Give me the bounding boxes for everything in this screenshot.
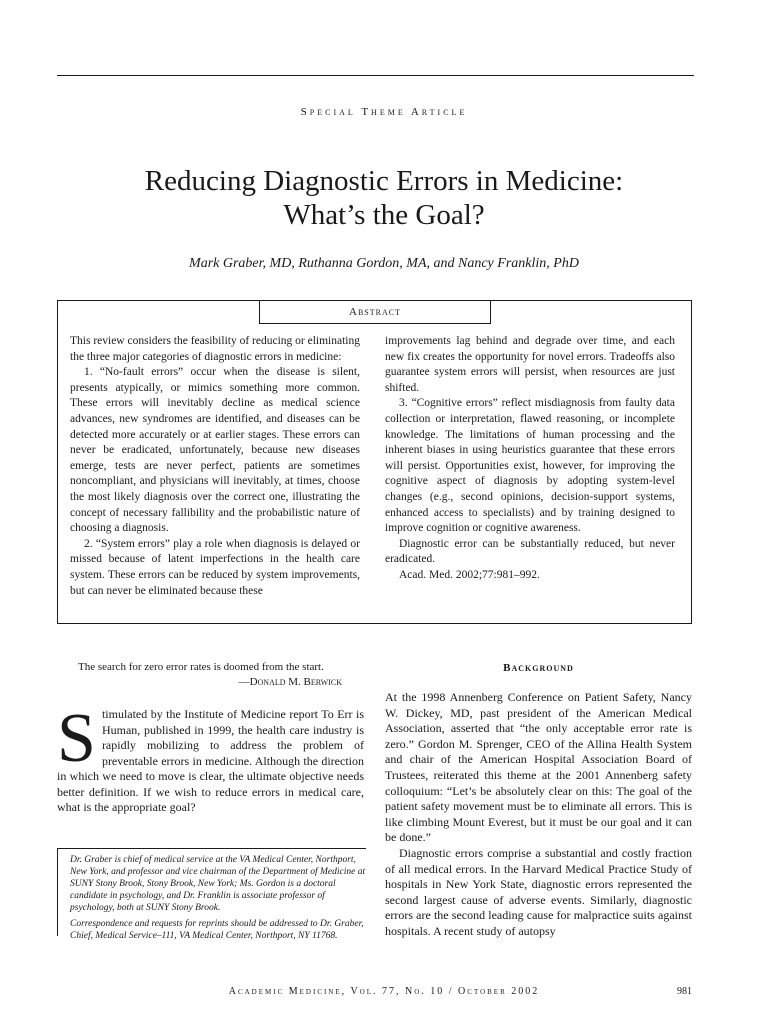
abstract-paragraph: improvements lag behind and degrade over time, and each new fix creates the opportunity for novel errors. Tradeoffs also guarantee system errors will persist, when resources are just shifted. [385, 335, 675, 394]
intro-paragraph [57, 700, 364, 816]
epigraph [70, 660, 342, 690]
epigraph-source: —Donald M. Berwick [238, 676, 342, 688]
intro-text: timulated by the Institute of Medicine report To Err is Human, published in 1999, the health care industry is rapidly mobilizing to address the problem of preventable errors in medicine. Although the direction in which we need to move is clear, the ultimate objective needs better definition. If we wish to reduce errors in medical care, what is the appropriate goal? [57, 707, 364, 814]
epigraph-quote: The search for zero error rates is doomed from the start. [78, 661, 324, 673]
abstract-paragraph: 2. “System errors” play a role when diagnosis is delayed or missed because of latent imperfections in the health care system. These errors can be reduced by system improvements, but can never be eliminated because these [70, 537, 360, 597]
journal-footer: Academic Medicine, Vol. 77, No. 10 / October 2002 [228, 986, 540, 997]
citation: Acad. Med. 2002;77:981–992. [399, 568, 540, 581]
article-title [0, 164, 768, 232]
abstract-right-column [385, 334, 675, 584]
top-rule [57, 75, 694, 76]
abstract-paragraph: This review considers the feasibility of reducing or eliminating the three major categories of diagnostic errors in medicine: [70, 335, 360, 363]
background-heading: Background [503, 662, 574, 674]
authors: Mark Graber, MD, Ruthanna Gordon, MA, and Nancy Franklin, PhD [189, 256, 579, 271]
abstract-paragraph: 1. “No-fault errors” occur when the disease is silent, presents atypically, or mimics something more common. These errors will inevitably decline as medical science advances, new syndromes are identified, and diseases can be detected more accurately or at earlier stages. These errors can never be eradicated, unfortunately, because new diseases emerge, tests are never perfect, patients are sometimes noncompliant, and physicians will inevitably, at times, choose the most likely diagnosis over the correct one, illustrating the concept of necessary fallibility and the probabilistic nature of choosing a diagnosis. [70, 366, 360, 535]
title-line-1: Reducing Diagnostic Errors in Medicine: [144, 165, 624, 197]
abstract-label: Abstract [259, 300, 491, 324]
background-paragraph: At the 1998 Annenberg Conference on Patient Safety, Nancy W. Dickey, MD, past president of the American Medical Association, asserted that “the only acceptable error rate is zero.” Gordon M. Sprenger, CEO of the Allina Health System and chair of the American Hospital Association Board of Trustees, reiterated this theme at the 2001 Annenberg safety colloquium: “Let’s be absolutely clear on this: The goal of the patient safety movement must be to eliminate all errors. This is like climbing Mount Everest, but it must be our goal and it can be done.” [385, 690, 692, 845]
correspondence-note: Correspondence and requests for reprints should be addressed to Dr. Graber, Chief, Medical Service–111, VA Medical Center, Northport, NY 11768. [70, 919, 364, 941]
background-paragraph: Diagnostic errors comprise a substantial and costly fraction of all medical errors. In the Harvard Medical Practice Study of hospitals in New York State, diagnostic errors represented the second largest cause of adverse events. Similarly, diagnostic errors are the second leading cause for malpractice suits against hospitals. A recent study of autopsy [385, 845, 692, 938]
page-number: 981 [677, 986, 692, 997]
title-line-2: What’s the Goal? [283, 199, 485, 231]
abstract-paragraph: Diagnostic error can be substantially reduced, but never eradicated. [385, 537, 675, 566]
author-bio: Dr. Graber is chief of medical service at the VA Medical Center, Northport, New York, and professor and vice chairman of the Department of Medicine at SUNY Stony Brook, Stony Brook, New York; Ms. Gordon is a doctoral candidate in psychology, and Dr. Franklin is associate professor of psychology, both at SUNY Stony Brook. [70, 855, 366, 913]
background-section [385, 690, 692, 940]
abstract-paragraph: 3. “Cognitive errors” reflect misdiagnosis from faulty data collection or interpretation, flawed reasoning, or incomplete knowledge. The limitations of human processing and the inherent biases in using heuristics guarantee that these errors will persist. Opportunities exist, however, for improving the cognitive aspect of diagnosis by adopting system-level changes (e.g., second opinions, decision-support systems, enhanced access to specialists) and by training designed to improve cognition or cognitive awareness. [385, 397, 675, 535]
drop-cap: S [57, 700, 96, 777]
section-theme: Special Theme Article [300, 106, 468, 118]
abstract-left-column [70, 334, 360, 599]
author-bio-box [57, 848, 366, 941]
